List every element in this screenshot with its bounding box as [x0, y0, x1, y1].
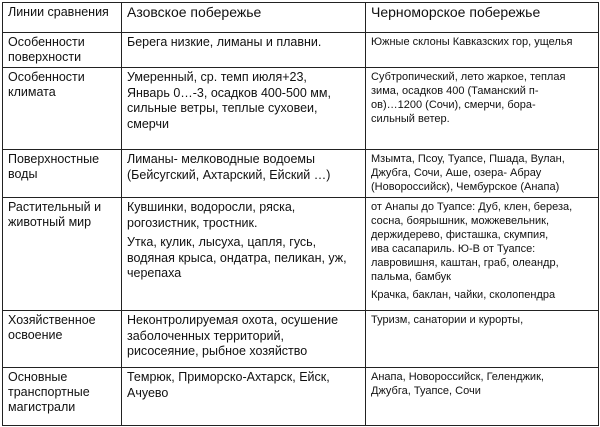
black-sea-cell: [366, 198, 599, 311]
cell-line: Кувшинки, водоросли, ряска,: [127, 200, 296, 214]
table-row: [3, 33, 599, 68]
header-black-sea-coast: [366, 3, 599, 33]
cell-line: лавровишня, каштан, граб, олеандр,: [371, 257, 559, 269]
cell-line: (Бейсугский, Ахтарский, Ейский …): [127, 167, 331, 182]
table-row: [3, 150, 599, 198]
cell-line: Джубга, Туапсе, Сочи: [371, 385, 481, 397]
header-azov-coast: [122, 3, 366, 33]
comparison-table: [2, 2, 599, 426]
azov-cell: [122, 198, 366, 311]
azov-cell: [122, 150, 366, 198]
table-row: [3, 198, 599, 311]
cell-line: черепаха: [127, 266, 182, 280]
cell-line: Растительный и: [8, 200, 102, 214]
cell-line: Мзымта, Псоу, Туапсе, Пшада, Вулан,: [371, 153, 565, 165]
cell-line: сильный ветер.: [371, 113, 450, 125]
azov-cell: [122, 311, 366, 368]
cell-line: ов)…1200 (Сочи), смерчи, бора-: [371, 99, 536, 111]
header-text: Черноморское побережье: [371, 4, 541, 20]
header-row: [3, 3, 599, 33]
cell-line: климата: [8, 85, 56, 99]
cell-line: зима, осадков 400 (Таманский п-: [371, 85, 539, 97]
header-text: Азовское побережье: [127, 4, 262, 20]
cell-line: заболоченных территорий,: [127, 328, 284, 343]
cell-line: (Новороссийск), Чембурское (Анапа): [371, 181, 560, 193]
cell-line: животный мир: [8, 215, 92, 229]
cell-line: держидерево, фисташка, скумпия,: [371, 229, 549, 241]
black-sea-cell: [366, 368, 599, 426]
row-label: [3, 150, 122, 198]
cell-line: поверхности: [8, 50, 82, 64]
cell-line: Январь 0…-3, осадков 400-500 мм,: [127, 85, 331, 100]
cell-line: Особенности: [8, 35, 85, 49]
cell-line: рисосеяние, рыбное хозяйство: [127, 344, 308, 358]
cell-line: Утка, кулик, лысуха, цапля, гусь,: [127, 235, 317, 249]
azov-cell: [122, 33, 366, 68]
row-label: [3, 311, 122, 368]
table-row: [3, 368, 599, 426]
cell-line: Крачка, баклан, чайки, сколопендра: [371, 289, 556, 301]
cell-line: Туризм, санатории и курорты,: [371, 314, 524, 326]
header-text: Линии сравнения: [8, 5, 109, 19]
azov-cell: [122, 368, 366, 426]
cell-line: Южные склоны Кавказских гор, ущелья: [371, 36, 573, 48]
cell-line: Умеренный, ср. темп июля+23,: [127, 70, 307, 84]
cell-line: освоение: [8, 328, 63, 342]
row-label: [3, 368, 122, 426]
row-label: [3, 68, 122, 150]
cell-line: Джубга, Сочи, Аше, озера- Абрау: [371, 167, 542, 179]
cell-line: воды: [8, 167, 38, 181]
cell-line: смерчи: [127, 116, 169, 131]
cell-line: ива сасапариль. Ю-В от Туапсе:: [371, 243, 536, 255]
cell-line: от Анапы до Туапсе: Дуб, клен, береза,: [371, 201, 573, 213]
table-row: [3, 311, 599, 368]
cell-line: водяная крыса, ондатра, пеликан, уж,: [127, 250, 347, 265]
header-comparison-lines: [3, 3, 122, 33]
table-row: [3, 68, 599, 150]
cell-line: Хозяйственное: [8, 313, 96, 327]
black-sea-cell: [366, 311, 599, 368]
cell-line: Анапа, Новороссийск, Геленджик,: [371, 371, 544, 383]
cell-line: транспортные: [8, 385, 90, 399]
row-label: [3, 33, 122, 68]
azov-cell: [122, 68, 366, 150]
cell-line: рогозистник, тростник.: [127, 215, 258, 230]
cell-line: Особенности: [8, 70, 85, 84]
cell-line: Основные: [8, 370, 68, 384]
black-sea-cell: [366, 68, 599, 150]
cell-line: сильные ветры, теплые суховеи,: [127, 101, 318, 115]
cell-line: магистрали: [8, 400, 76, 414]
cell-line: Неконтролируемая охота, осушение: [127, 313, 339, 327]
black-sea-cell: [366, 33, 599, 68]
cell-line: Поверхностные: [8, 152, 100, 166]
cell-line: Субтропический, лето жаркое, теплая: [371, 71, 566, 83]
row-label: [3, 198, 122, 311]
cell-line: Темрюк, Приморско-Ахтарск, Ейск,: [127, 370, 330, 384]
cell-line: Лиманы- мелководные водоемы: [127, 152, 315, 166]
cell-line: Ачуево: [127, 385, 169, 400]
cell-line: пальма, бамбук: [371, 271, 451, 283]
black-sea-cell: [366, 150, 599, 198]
cell-line: сосна, боярышник, можжевельник,: [371, 215, 550, 227]
cell-line: Берега низкие, лиманы и плавни.: [127, 35, 322, 49]
